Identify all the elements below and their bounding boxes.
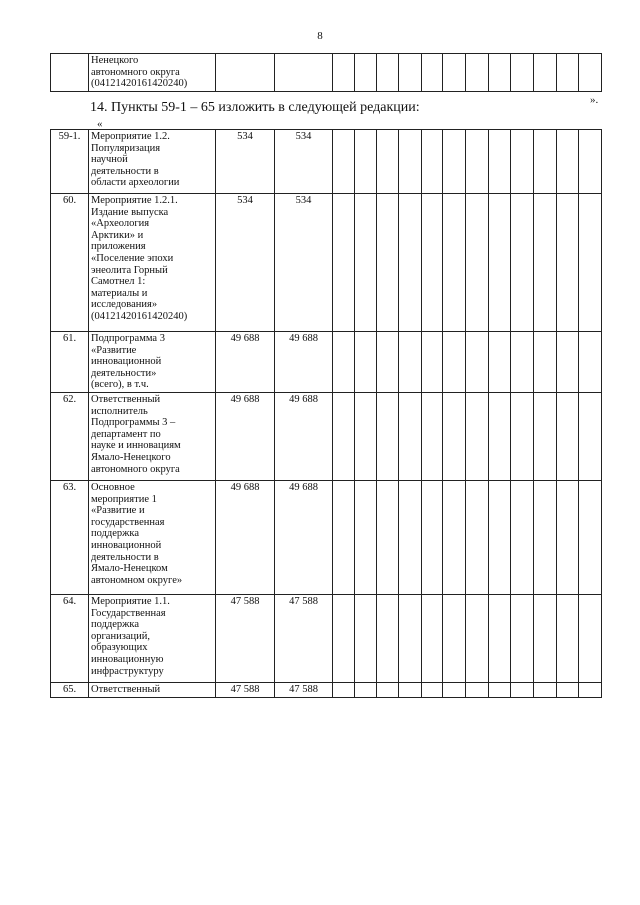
empty-cell <box>333 682 355 697</box>
empty-cell <box>355 594 377 682</box>
empty-cell <box>466 392 489 480</box>
row-number <box>51 54 89 92</box>
table-row <box>51 332 602 393</box>
empty-cell <box>557 54 579 92</box>
row-number: 62. <box>51 392 89 480</box>
row-number: 60. <box>51 194 89 332</box>
value-cell: 47 588 <box>275 682 333 697</box>
empty-cell <box>511 594 534 682</box>
name-line: Ненецкого <box>91 55 139 66</box>
value-cell: 47 588 <box>216 682 275 697</box>
empty-cell <box>534 130 557 194</box>
empty-cell <box>443 682 466 697</box>
name-line: деятельности в <box>91 165 159 177</box>
name-line: исполнитель <box>91 405 148 417</box>
empty-cell <box>333 480 355 594</box>
empty-cell <box>511 54 534 92</box>
empty-cell <box>355 130 377 194</box>
name-line: инновационной <box>91 539 162 551</box>
name-line: Самотнел 1: <box>91 276 146 288</box>
name-line: инновационной <box>91 356 162 368</box>
opening-quote: « <box>97 118 103 130</box>
name-line: автономного округа <box>91 66 180 78</box>
empty-cell <box>443 130 466 194</box>
empty-cell <box>557 392 579 480</box>
row-number: 63. <box>51 480 89 594</box>
section-heading: 14. Пункты 59-1 – 65 изложить в следующей редакции: <box>90 100 420 115</box>
empty-cell <box>399 480 422 594</box>
empty-cell <box>355 392 377 480</box>
empty-cell <box>333 392 355 480</box>
empty-cell <box>534 54 557 92</box>
value-cell: 534 <box>275 194 333 332</box>
empty-cell <box>377 480 399 594</box>
empty-cell <box>443 194 466 332</box>
row-name <box>89 54 216 92</box>
value-cell: 47 588 <box>216 594 275 682</box>
empty-cell <box>489 332 511 393</box>
empty-cell <box>466 130 489 194</box>
empty-cell <box>399 194 422 332</box>
empty-cell <box>422 480 443 594</box>
row-name <box>89 682 216 697</box>
name-line: Мероприятие 1.2.1. <box>91 195 178 206</box>
empty-cell <box>534 194 557 332</box>
name-line: мероприятие 1 <box>91 493 157 505</box>
empty-cell <box>377 594 399 682</box>
empty-cell <box>399 332 422 393</box>
name-line: организаций, <box>91 630 150 642</box>
name-line: «Развитие <box>91 344 137 356</box>
name-line: Ямало-Ненецкого <box>91 451 171 463</box>
row-name <box>89 194 216 332</box>
name-line: деятельности в <box>91 551 159 563</box>
empty-cell <box>579 480 602 594</box>
empty-cell <box>466 194 489 332</box>
empty-cell <box>333 594 355 682</box>
name-line: Ямало-Ненецком <box>91 563 168 575</box>
empty-cell <box>466 332 489 393</box>
empty-cell <box>422 594 443 682</box>
empty-cell <box>422 194 443 332</box>
row-name <box>89 392 216 480</box>
empty-cell <box>355 480 377 594</box>
empty-cell <box>579 682 602 697</box>
name-line: автономного округа <box>91 463 180 475</box>
empty-cell <box>557 480 579 594</box>
empty-cell <box>489 54 511 92</box>
name-line: Ответственный <box>91 393 161 405</box>
name-line: «Развитие и <box>91 505 145 517</box>
empty-cell <box>333 332 355 393</box>
empty-cell <box>355 332 377 393</box>
empty-cell <box>489 130 511 194</box>
value-cell: 47 588 <box>275 594 333 682</box>
empty-cell <box>579 392 602 480</box>
table-row <box>51 392 602 480</box>
name-line: (04121420161420240) <box>91 78 188 90</box>
empty-cell <box>377 392 399 480</box>
empty-cell <box>443 332 466 393</box>
table-row <box>51 130 602 194</box>
name-line: инновационную <box>91 653 164 665</box>
empty-cell <box>377 54 399 92</box>
name-line: энеолита Горный <box>91 264 168 276</box>
budget-table <box>50 129 602 698</box>
empty-cell <box>422 54 443 92</box>
empty-cell <box>377 194 399 332</box>
value-cell: 534 <box>216 130 275 194</box>
value-cell: 49 688 <box>275 392 333 480</box>
name-line: Популяризация <box>91 142 161 154</box>
empty-cell <box>557 332 579 393</box>
empty-cell <box>399 392 422 480</box>
name-line: образующих <box>91 642 148 654</box>
value-cell: 49 688 <box>216 332 275 393</box>
empty-cell <box>333 130 355 194</box>
value-cell: 49 688 <box>216 480 275 594</box>
table-row <box>51 480 602 594</box>
name-line: Основное <box>91 481 135 493</box>
empty-cell <box>534 332 557 393</box>
table-body <box>51 130 602 698</box>
name-line: поддержка <box>91 619 140 631</box>
empty-cell <box>355 682 377 697</box>
row-number: 61. <box>51 332 89 393</box>
empty-cell <box>579 194 602 332</box>
empty-cell <box>511 682 534 697</box>
empty-cell <box>511 392 534 480</box>
empty-cell <box>557 130 579 194</box>
empty-cell <box>534 392 557 480</box>
empty-cell <box>466 480 489 594</box>
empty-cell <box>377 682 399 697</box>
value-cell: 534 <box>216 194 275 332</box>
empty-cell <box>579 332 602 393</box>
empty-cell <box>466 682 489 697</box>
name-line: (всего), в т.ч. <box>91 379 149 391</box>
empty-cell <box>579 130 602 194</box>
name-line: приложения <box>91 241 146 253</box>
empty-cell <box>534 480 557 594</box>
empty-cell <box>489 480 511 594</box>
value-cell: 49 688 <box>216 392 275 480</box>
name-line: поддержка <box>91 528 140 540</box>
row-name <box>89 594 216 682</box>
empty-cell <box>216 54 275 92</box>
name-line: (04121420161420240) <box>91 310 188 322</box>
name-line: деятельности» <box>91 367 157 379</box>
empty-cell <box>443 392 466 480</box>
row-number: 65. <box>51 682 89 697</box>
row-name <box>89 480 216 594</box>
empty-cell <box>399 682 422 697</box>
row-name <box>89 332 216 393</box>
name-line: материалы и <box>91 287 148 299</box>
empty-cell <box>399 130 422 194</box>
empty-cell <box>466 54 489 92</box>
empty-cell <box>377 332 399 393</box>
empty-cell <box>333 54 355 92</box>
empty-cell <box>534 594 557 682</box>
empty-cell <box>511 194 534 332</box>
empty-cell <box>489 594 511 682</box>
name-line: «Поселение эпохи <box>91 252 174 264</box>
row-number: 64. <box>51 594 89 682</box>
empty-cell <box>355 194 377 332</box>
name-line: научной <box>91 154 128 166</box>
empty-cell <box>489 682 511 697</box>
table-row <box>51 194 602 332</box>
name-line: исследования» <box>91 299 158 311</box>
empty-cell <box>557 594 579 682</box>
empty-cell <box>399 54 422 92</box>
empty-cell <box>275 54 333 92</box>
value-cell: 49 688 <box>275 332 333 393</box>
name-line: Ответственный <box>91 683 161 695</box>
empty-cell <box>399 594 422 682</box>
empty-cell <box>443 54 466 92</box>
empty-cell <box>422 392 443 480</box>
name-line: Мероприятие 1.1. <box>91 595 170 607</box>
empty-cell <box>579 54 602 92</box>
empty-cell <box>422 332 443 393</box>
row-number: 59-1. <box>51 130 89 194</box>
name-line: области археологии <box>91 177 180 189</box>
table-row <box>51 54 602 92</box>
name-line: Мероприятие 1.2. <box>91 131 170 142</box>
name-line: автономном округе» <box>91 574 183 586</box>
name-line: инфраструктуру <box>91 665 164 677</box>
page-number: 8 <box>317 30 323 42</box>
table-row <box>51 682 602 697</box>
name-line: Издание выпуска <box>91 206 169 218</box>
empty-cell <box>333 194 355 332</box>
value-cell: 534 <box>275 130 333 194</box>
empty-cell <box>557 682 579 697</box>
name-line: Арктики» и <box>91 229 144 241</box>
empty-cell <box>489 392 511 480</box>
row-name <box>89 130 216 194</box>
empty-cell <box>489 194 511 332</box>
name-line: Подпрограммы 3 – <box>91 417 176 429</box>
name-line: государственная <box>91 516 165 528</box>
empty-cell <box>443 480 466 594</box>
empty-cell <box>511 480 534 594</box>
top-table-fragment <box>50 53 602 92</box>
empty-cell <box>534 682 557 697</box>
name-line: «Археология <box>91 218 150 230</box>
empty-cell <box>443 594 466 682</box>
closing-quote: ». <box>590 94 599 106</box>
value-cell: 49 688 <box>275 480 333 594</box>
name-line: департамент по <box>91 428 161 440</box>
name-line: науке и инновациям <box>91 440 181 452</box>
empty-cell <box>557 194 579 332</box>
table-row <box>51 594 602 682</box>
empty-cell <box>511 332 534 393</box>
name-line: Подпрограмма 3 <box>91 333 165 344</box>
empty-cell <box>422 130 443 194</box>
empty-cell <box>422 682 443 697</box>
empty-cell <box>466 594 489 682</box>
empty-cell <box>355 54 377 92</box>
name-line: Государственная <box>91 607 166 619</box>
empty-cell <box>579 594 602 682</box>
empty-cell <box>511 130 534 194</box>
empty-cell <box>377 130 399 194</box>
